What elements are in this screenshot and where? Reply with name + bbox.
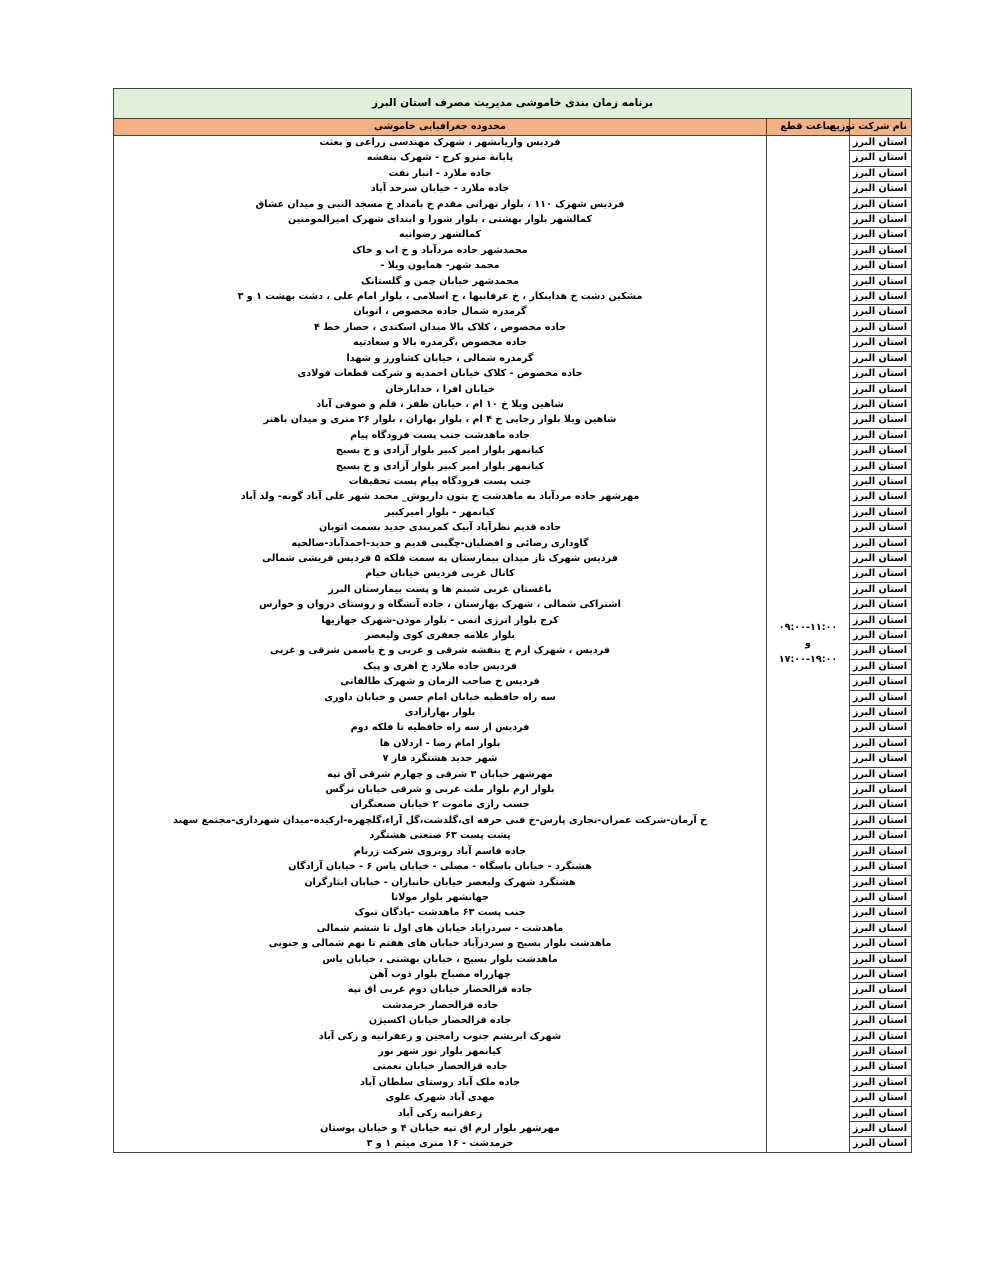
area-cell: مشکین دشت خ هداینکار ، خ عرفانیها ، خ اسلامی ، بلوار امام علی ، دشت بهشت ۱ و ۳ (114, 290, 767, 305)
area-cell: فردیس واریانشهر ، شهرک مهندسی زراعی و بعثت (114, 136, 767, 151)
area-cell: جاده ماهدشت جنب پست فرودگاه پیام (114, 428, 767, 443)
company-cell: استان البرز (850, 397, 912, 412)
company-cell: استان البرز (850, 860, 912, 875)
area-cell: بلوار امام رضا - اردلان ها (114, 736, 767, 751)
company-cell: استان البرز (850, 952, 912, 967)
company-cell: استان البرز (850, 736, 912, 751)
area-cell: محمد شهر- همایون ویلا - (114, 259, 767, 274)
area-cell: جاده قزالحصار خرمدشت (114, 998, 767, 1013)
area-cell: خیابان افرا ، خدابارخان (114, 382, 767, 397)
area-cell: ماهدشت بلوار بسیج ، خیابان بهشتی ، خیابان یاس (114, 952, 767, 967)
company-cell: استان البرز (850, 706, 912, 721)
area-cell: زعفرانیه زکی آباد (114, 1106, 767, 1121)
area-cell: سه راه حافظیه خیابان امام حسن و خیابان داوری (114, 690, 767, 705)
company-cell: استان البرز (850, 1060, 912, 1075)
area-cell: شاهین ویلا خ ۱۰ ام ، خیابان ظفر ، قلم و صوفی آباد (114, 397, 767, 412)
table-row (114, 136, 912, 151)
company-cell: استان البرز (850, 213, 912, 228)
area-cell: شهرک ابریشم جنوب رامجین و زعفرانیه و زکی آباد (114, 1029, 767, 1044)
header-time: ساعت قطع (767, 119, 850, 136)
company-cell: استان البرز (850, 644, 912, 659)
area-cell: کانال غربی فردیس خیابان خیام (114, 567, 767, 582)
header-company: نام شرکت توزیع (850, 119, 912, 136)
outage-time-cell (767, 136, 850, 1153)
area-cell: محمدشهر خیابان چمن و گلستانک (114, 274, 767, 289)
company-cell: استان البرز (850, 1137, 912, 1152)
company-cell: استان البرز (850, 813, 912, 828)
area-cell: جاده مخصوص ،گرمدره بالا و سعادتیه (114, 336, 767, 351)
area-cell: بلوار علامه جعفری کوی ولیعصر (114, 629, 767, 644)
area-cell: خرمدشت - ۱۶ متری میثم ۱ و ۳ (114, 1137, 767, 1152)
area-cell: کمالشهر بلوار بهشتی ، بلوار شورا و ابتدای شهرک امیرالمومنین (114, 213, 767, 228)
company-cell: استان البرز (850, 752, 912, 767)
company-cell: استان البرز (850, 1091, 912, 1106)
area-cell: جاده مخصوص - کلاک خیابان احمدیه و شرکت قطعات فولادی (114, 367, 767, 382)
area-cell: جاده ملارد - انبار نفت (114, 166, 767, 181)
company-cell: استان البرز (850, 474, 912, 489)
area-cell: جاده قدیم نظرآباد آبیک کمربندی جدید بسمت اتوبان (114, 521, 767, 536)
company-cell: استان البرز (850, 305, 912, 320)
area-cell: هشتگرد شهرک ولیعصر خیابان جانبازان - خیابان ایثارگران (114, 875, 767, 890)
company-cell: استان البرز (850, 197, 912, 212)
company-cell: استان البرز (850, 1044, 912, 1059)
company-cell: استان البرز (850, 613, 912, 628)
area-cell: جاده قزالحصار خیابان نعمتی (114, 1060, 767, 1075)
company-cell: استان البرز (850, 598, 912, 613)
company-cell: استان البرز (850, 1029, 912, 1044)
company-cell: استان البرز (850, 1106, 912, 1121)
company-cell: استان البرز (850, 551, 912, 566)
company-cell: استان البرز (850, 382, 912, 397)
company-cell: استان البرز (850, 906, 912, 921)
area-cell: مهرشهر بلوار ارم اق تپه خیابان ۴ و خیابان بوستان (114, 1122, 767, 1137)
company-cell: استان البرز (850, 567, 912, 582)
company-cell: استان البرز (850, 243, 912, 258)
area-cell: پایانه مترو کرج - شهرک بنفشه (114, 151, 767, 166)
company-cell: استان البرز (850, 983, 912, 998)
company-cell: استان البرز (850, 921, 912, 936)
area-cell: چهارراه مصباح بلوار ذوب آهن (114, 967, 767, 982)
company-cell: استان البرز (850, 659, 912, 674)
area-cell: هشتگرد - خیابان باسگاه - مصلی - خیابان یاس ۶ - خیابان آزادگان (114, 860, 767, 875)
company-cell: استان البرز (850, 1122, 912, 1137)
area-cell: فردیس از سه راه حافظیه تا فلکه دوم (114, 721, 767, 736)
company-cell: استان البرز (850, 582, 912, 597)
company-cell: استان البرز (850, 690, 912, 705)
company-cell: استان البرز (850, 428, 912, 443)
area-cell: جاده قزالحصار خیابان دوم غربی اق تپه (114, 983, 767, 998)
area-cell: فردیس خ صاحب الزمان و شهرک طالقانی (114, 675, 767, 690)
area-cell: فردیس جاده ملارد خ اهری و پیک (114, 659, 767, 674)
company-cell: استان البرز (850, 829, 912, 844)
area-cell: مهرشهر جاده مردآباد به ماهدشت خ بتون داریوش_ محمد شهر علی آباد گونه- ولد آباد (114, 490, 767, 505)
area-cell: کیانمهر بلوار نور شهر نور (114, 1044, 767, 1059)
area-cell: گرمدره شمال جاده مخصوص ، اتوبان (114, 305, 767, 320)
area-cell: بلوار ارم بلوار ملت غربی و شرقی خیابان نرگس (114, 783, 767, 798)
area-cell: مهرشهر خیابان ۳ شرقی و چهارم شرقی آق تپه (114, 767, 767, 782)
area-cell: ماهدشت - سردراباد خیابان های اول تا ششم شمالی (114, 921, 767, 936)
area-cell: ماهدشت بلوار بسیج و سردرآباد خیابان های هفتم تا نهم شمالی و جنوبی (114, 937, 767, 952)
area-cell: پشت پست ۶۳ صنعتی هشتگرد (114, 829, 767, 844)
area-cell: شهر جدید هشتگرد فاز ۷ (114, 752, 767, 767)
area-cell: جسب رازی ماموت ۲ خیابان صنعتگران (114, 798, 767, 813)
area-cell: فردیس ، شهرک ارم خ بنفشه شرقی و غربی و خ یاسمن شرقی و غربی (114, 644, 767, 659)
area-cell: جنب پست ۶۳ ماهدشت -پادگان تبوک (114, 906, 767, 921)
company-cell: استان البرز (850, 459, 912, 474)
company-cell: استان البرز (850, 320, 912, 335)
company-cell: استان البرز (850, 444, 912, 459)
company-cell: استان البرز (850, 675, 912, 690)
area-cell: جاده مخصوص ، کلاک بالا میدان اسکندی ، حصار خط ۴ (114, 320, 767, 335)
company-cell: استان البرز (850, 1075, 912, 1090)
area-cell: مهدی آباد شهرک علوی (114, 1091, 767, 1106)
company-cell: استان البرز (850, 890, 912, 905)
company-cell: استان البرز (850, 228, 912, 243)
area-cell: فردیس شهرک ۱۱۰ ، بلوار تهرانی مقدم خ بامداد خ مسجد النبی و میدان عشاق (114, 197, 767, 212)
company-cell: استان البرز (850, 351, 912, 366)
area-cell: گرمدره شمالی ، خیابان کشاورز و شهدا (114, 351, 767, 366)
company-cell: استان البرز (850, 967, 912, 982)
outage-time-line2: و (805, 637, 811, 649)
outage-time-line1: ۰۹:۰۰-۱۱:۰۰ (778, 621, 838, 633)
area-cell: خ آرمان-شرکت عمران-تجاری پارس-خ فنی حرفه ای،گلدشت،گل آراء،گلچهره-ارکیده-میدان شهرداری-مجتمع سهند (114, 813, 767, 828)
company-cell: استان البرز (850, 629, 912, 644)
area-cell: گاودارى رضائى و افضلیان-چگینی قدیم و جدید-احمدآباد-صالحیه (114, 536, 767, 551)
company-cell: استان البرز (850, 875, 912, 890)
company-cell: استان البرز (850, 1014, 912, 1029)
company-cell: استان البرز (850, 767, 912, 782)
area-cell: جنب پست فرودگاه پیام پست تحقیقات (114, 474, 767, 489)
area-cell: باغستان غربی شبنم ها و پست بیمارستان البرز (114, 582, 767, 597)
company-cell: استان البرز (850, 367, 912, 382)
company-cell: استان البرز (850, 259, 912, 274)
area-cell: جاده ملارد - خیابان سرحد آباد (114, 182, 767, 197)
company-cell: استان البرز (850, 998, 912, 1013)
company-cell: استان البرز (850, 536, 912, 551)
company-cell: استان البرز (850, 798, 912, 813)
company-cell: استان البرز (850, 505, 912, 520)
company-cell: استان البرز (850, 274, 912, 289)
table-body (114, 136, 912, 1153)
area-cell: جهانشهر بلوار مولانا (114, 890, 767, 905)
area-cell: اشتراکی شمالی ، شهرک بهارستان ، جاده آتشگاه و روستای دروان و خوارس (114, 598, 767, 613)
company-cell: استان البرز (850, 290, 912, 305)
blackout-schedule-table (113, 88, 912, 1153)
company-cell: استان البرز (850, 413, 912, 428)
area-cell: کیانمهر بلوار امیر کبیر بلوار آزادی و خ بسیج (114, 459, 767, 474)
area-cell: شاهین ویلا بلوار رجایی خ ۴ ام ، بلوار بهاران ، بلوار ۲۶ متری و میدان باهنر (114, 413, 767, 428)
area-cell: جاده ملک آباد روستای سلطان آباد (114, 1075, 767, 1090)
company-cell: استان البرز (850, 136, 912, 151)
area-cell: فردیس شهرک ناز میدان بیمارستان به سمت فلکه ۵ فردیس قریشی شمالی (114, 551, 767, 566)
company-cell: استان البرز (850, 490, 912, 505)
header-area: محدوده جغرافیایی خاموشی (114, 119, 767, 136)
outage-time-line3: ۱۷:۰۰-۱۹:۰۰ (778, 653, 838, 665)
company-cell: استان البرز (850, 151, 912, 166)
company-cell: استان البرز (850, 336, 912, 351)
company-cell: استان البرز (850, 844, 912, 859)
area-cell: جاده قاسم آباد روبروی شرکت زرنام (114, 844, 767, 859)
area-cell: کرج بلوار انرژی اتمی - بلوار موذن-شهرک جهازیها (114, 613, 767, 628)
company-cell: استان البرز (850, 182, 912, 197)
area-cell: کیانمهر - بلوار امیرکبیر (114, 505, 767, 520)
area-cell: کیانمهر بلوار امیر کبیر بلوار آزادی و خ بسیج (114, 444, 767, 459)
company-cell: استان البرز (850, 166, 912, 181)
company-cell: استان البرز (850, 937, 912, 952)
company-cell: استان البرز (850, 783, 912, 798)
table-title: برنامه زمان بندی خاموشی مدیریت مصرف استان البرز (114, 89, 912, 119)
area-cell: بلوار بهارازادی (114, 706, 767, 721)
company-cell: استان البرز (850, 521, 912, 536)
area-cell: محمدشهر جاده مردآباد و خ اب و خاک (114, 243, 767, 258)
area-cell: جاده قزالحصار خیابان اکسیژن (114, 1014, 767, 1029)
area-cell: کمالشهر رضوانیه (114, 228, 767, 243)
company-cell: استان البرز (850, 721, 912, 736)
